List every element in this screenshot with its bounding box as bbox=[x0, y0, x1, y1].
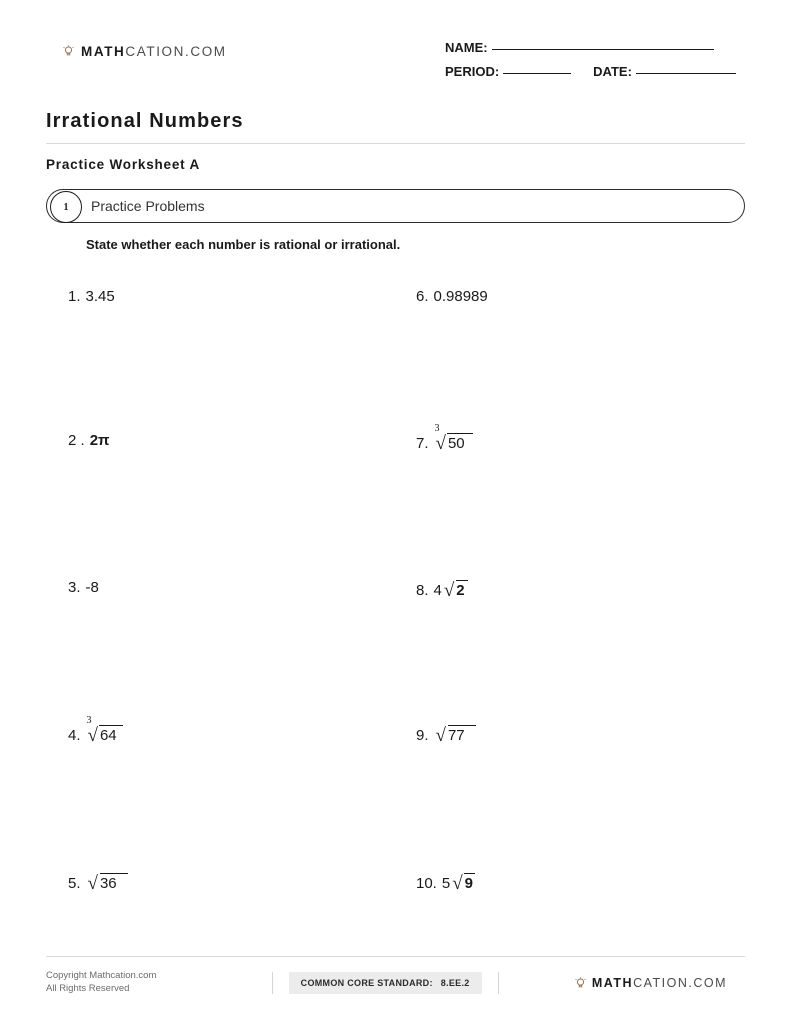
page-title: Irrational Numbers bbox=[46, 110, 244, 132]
radical-bar bbox=[456, 580, 468, 581]
problem-number: 1. bbox=[68, 288, 81, 305]
radical-sign: √ bbox=[435, 725, 446, 746]
problem-expression: -8 bbox=[85, 579, 99, 596]
problem-item[interactable] bbox=[68, 432, 110, 449]
problem-expression bbox=[450, 872, 473, 894]
radical-sign: √ bbox=[443, 580, 455, 601]
section-label: Practice Problems bbox=[91, 198, 205, 214]
problem-number: 6. bbox=[416, 288, 429, 305]
radicand: 77 bbox=[447, 727, 465, 744]
footer-brand-logo bbox=[574, 976, 727, 990]
copyright-line-2: All Rights Reserved bbox=[46, 983, 130, 995]
radical-sign: √ bbox=[435, 433, 446, 454]
period-date-row bbox=[445, 64, 745, 79]
problem-item[interactable] bbox=[68, 872, 117, 894]
radical-sign: √ bbox=[452, 873, 463, 894]
radicand: 9 bbox=[464, 875, 473, 892]
problem-item[interactable] bbox=[416, 579, 465, 601]
copyright-line-1: Copyright Mathcation.com bbox=[46, 970, 157, 982]
problem-expression bbox=[434, 423, 465, 454]
ccs-code: 8.EE.2 bbox=[440, 978, 470, 989]
problem-number: 5. bbox=[68, 875, 81, 892]
radical-bar bbox=[100, 873, 128, 874]
problem-number: 4. bbox=[68, 727, 81, 744]
problem-number: 7. bbox=[416, 435, 429, 452]
radicand: 50 bbox=[447, 435, 465, 452]
footer-content bbox=[46, 970, 745, 996]
problem-expression bbox=[86, 872, 117, 894]
problem-number: 2 . bbox=[68, 432, 85, 449]
problem-grid bbox=[46, 274, 745, 914]
radical-index: 3 bbox=[434, 423, 440, 434]
problem-number: 10. bbox=[416, 875, 437, 892]
footer-divider bbox=[46, 956, 745, 957]
problem-item[interactable] bbox=[416, 423, 465, 454]
footer-brand-bold: MATH bbox=[591, 976, 634, 991]
problem-number: 3. bbox=[68, 579, 81, 596]
page-subtitle: Practice Worksheet A bbox=[46, 157, 201, 172]
radical-bar bbox=[447, 433, 473, 434]
section-number-badge: 1 bbox=[50, 191, 82, 223]
name-row bbox=[445, 40, 745, 55]
radical-bar bbox=[448, 725, 476, 726]
problem-expression: 2π bbox=[89, 432, 110, 449]
footer-brand-light: CATION.COM bbox=[633, 976, 727, 991]
problem-number: 8. bbox=[416, 582, 429, 599]
date-input-line[interactable] bbox=[636, 73, 736, 74]
date-label: DATE: bbox=[593, 64, 632, 79]
radical-index: 3 bbox=[86, 715, 92, 726]
student-info-block bbox=[445, 36, 745, 88]
problem-item[interactable] bbox=[68, 715, 117, 746]
brand-name-bold: MATH bbox=[81, 44, 126, 59]
name-input-line[interactable] bbox=[492, 49, 714, 50]
problem-item[interactable] bbox=[68, 579, 99, 596]
problem-item[interactable] bbox=[416, 724, 465, 746]
instructions-text: State whether each number is rational or irrational. bbox=[86, 237, 401, 252]
ccs-badge bbox=[289, 972, 482, 994]
lightbulb-icon bbox=[574, 977, 587, 990]
lightbulb-icon bbox=[62, 45, 75, 58]
problem-expression: 0.98989 bbox=[433, 288, 488, 305]
brand-logo bbox=[62, 44, 227, 59]
radical-bar bbox=[99, 725, 123, 726]
footer-brand-name bbox=[592, 976, 727, 990]
brand-name-light: CATION.COM bbox=[125, 44, 227, 59]
radicand: 36 bbox=[99, 875, 117, 892]
problem-number: 9. bbox=[416, 727, 429, 744]
radical-bar bbox=[464, 873, 475, 874]
period-label: PERIOD: bbox=[445, 64, 500, 79]
problem-item[interactable] bbox=[416, 288, 488, 305]
radicand: 2 bbox=[456, 582, 465, 599]
radical-coefficient: 4 bbox=[433, 582, 442, 599]
radical-coefficient: 5 bbox=[441, 875, 451, 892]
copyright-text bbox=[46, 970, 156, 996]
radical-sign: √ bbox=[87, 873, 98, 894]
period-input-line[interactable] bbox=[503, 73, 571, 74]
page-footer bbox=[46, 956, 745, 996]
problem-expression bbox=[86, 715, 117, 746]
problem-item[interactable] bbox=[68, 288, 115, 305]
common-core-standard bbox=[272, 972, 499, 994]
name-label: NAME: bbox=[445, 40, 488, 55]
problem-expression bbox=[434, 724, 465, 746]
problem-item[interactable] bbox=[416, 872, 473, 894]
ccs-label: COMMON CORE STANDARD: bbox=[300, 978, 433, 989]
problem-expression bbox=[442, 579, 465, 601]
page-header bbox=[46, 0, 745, 88]
problem-expression: 3.45 bbox=[85, 288, 115, 305]
section-header bbox=[46, 189, 745, 225]
radicand: 64 bbox=[99, 727, 117, 744]
title-divider bbox=[46, 143, 745, 144]
brand-name bbox=[81, 44, 227, 59]
radical-sign: √ bbox=[87, 725, 98, 746]
